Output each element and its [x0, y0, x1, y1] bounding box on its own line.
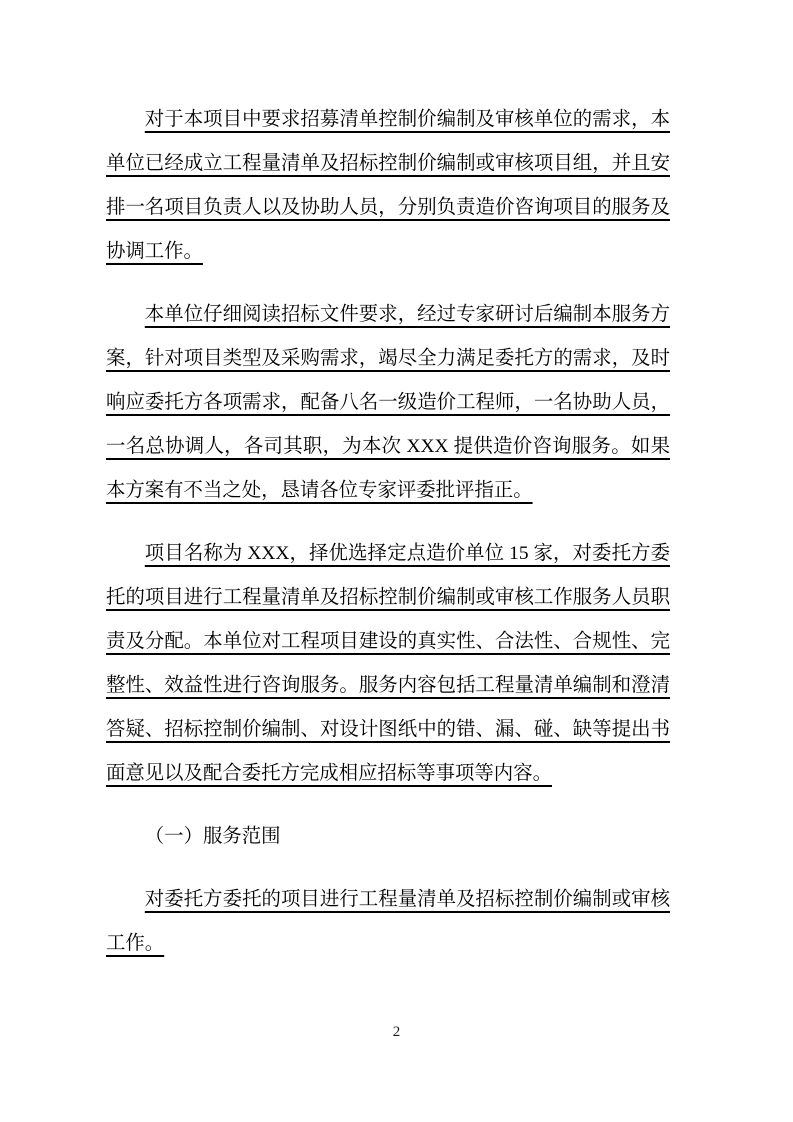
section-heading-service-scope: （一）服务范围 — [144, 826, 281, 847]
paragraph-project-scope-description: 项目名称为 XXX，择优选择定点造价单位 15 家，对委托方委托的项目进行工程量清单及招标控制价编制或审核工作服务人员职责及分配。本单位对工程项目建设的真实性、合法性、合规性、完整性、效益性进行咨询服务。服务内容包括工程量清单编制和澄清答疑、招标控制价编制、对设计图纸中的错、漏、碰、缺等提出书面意见以及配合委托方完成相应招标等事项等内容。 — [106, 543, 670, 784]
page-number: 2 — [392, 1024, 401, 1040]
paragraph-recruitment-requirement: 对于本项目中要求招募清单控制价编制及审核单位的需求，本单位已经成立工程量清单及招标控制价编制或审核项目组，并且安排一名项目负责人以及协助人员，分别负责造价咨询项目的服务及协调工作。 — [106, 109, 670, 262]
paragraph-service-plan: 本单位仔细阅读招标文件要求，经过专家研讨后编制本服务方案，针对项目类型及采购需求，竭尽全力满足委托方的需求，及时响应委托方各项需求，配备八名一级造价工程师，一名协助人员，一名总协调人，各司其职，为本次 XXX 提供造价咨询服务。如果本方案有不当之处，恳请各位专家评委批评指正。 — [106, 304, 670, 501]
document-content — [106, 98, 670, 985]
paragraph-service-scope-body: 对委托方委托的项目进行工程量清单及招标控制价编制或审核工作。 — [106, 889, 670, 954]
